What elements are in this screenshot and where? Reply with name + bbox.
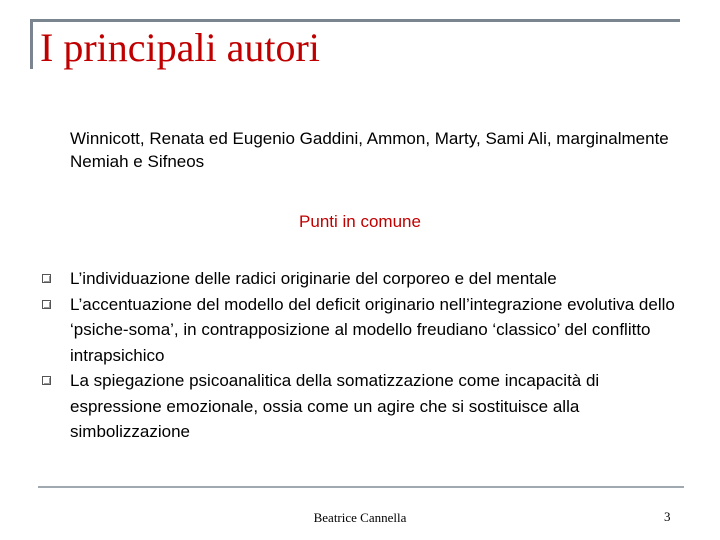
list-item xyxy=(40,266,685,292)
title-frame-left-rule xyxy=(30,19,33,69)
square-bullet-icon xyxy=(42,274,51,283)
square-bullet-icon xyxy=(42,376,51,385)
common-points-heading: Punti in comune xyxy=(299,212,421,231)
page-number: 3 xyxy=(664,509,671,524)
list-item xyxy=(40,368,685,445)
bullet-text: L’accentuazione del modello del deficit originario nell’integrazione evolutiva dello ‘psiche-soma’, in contrapposizione al modello freudiano ‘classico’ del conflitto intrapsichico xyxy=(70,294,675,365)
slide-title: I principali autori xyxy=(40,25,320,70)
bullet-text: La spiegazione psicoanalitica della somatizzazione come incapacità di espressione emozionale, ossia come un agire che si sostituisce alla simbolizzazione xyxy=(70,371,600,441)
bullet-text: L’individuazione delle radici originarie del corporeo e del mentale xyxy=(70,269,557,288)
square-bullet-icon xyxy=(42,300,51,309)
bullet-list xyxy=(40,266,685,445)
footer-divider xyxy=(38,486,684,488)
list-item xyxy=(40,292,685,369)
title-frame-top-rule xyxy=(30,19,680,22)
authors-intro-text: Winnicott, Renata ed Eugenio Gaddini, Ammon, Marty, Sami Ali, marginalmente Nemiah e Sifneos xyxy=(70,129,669,171)
footer-author: Beatrice Cannella xyxy=(313,510,407,525)
